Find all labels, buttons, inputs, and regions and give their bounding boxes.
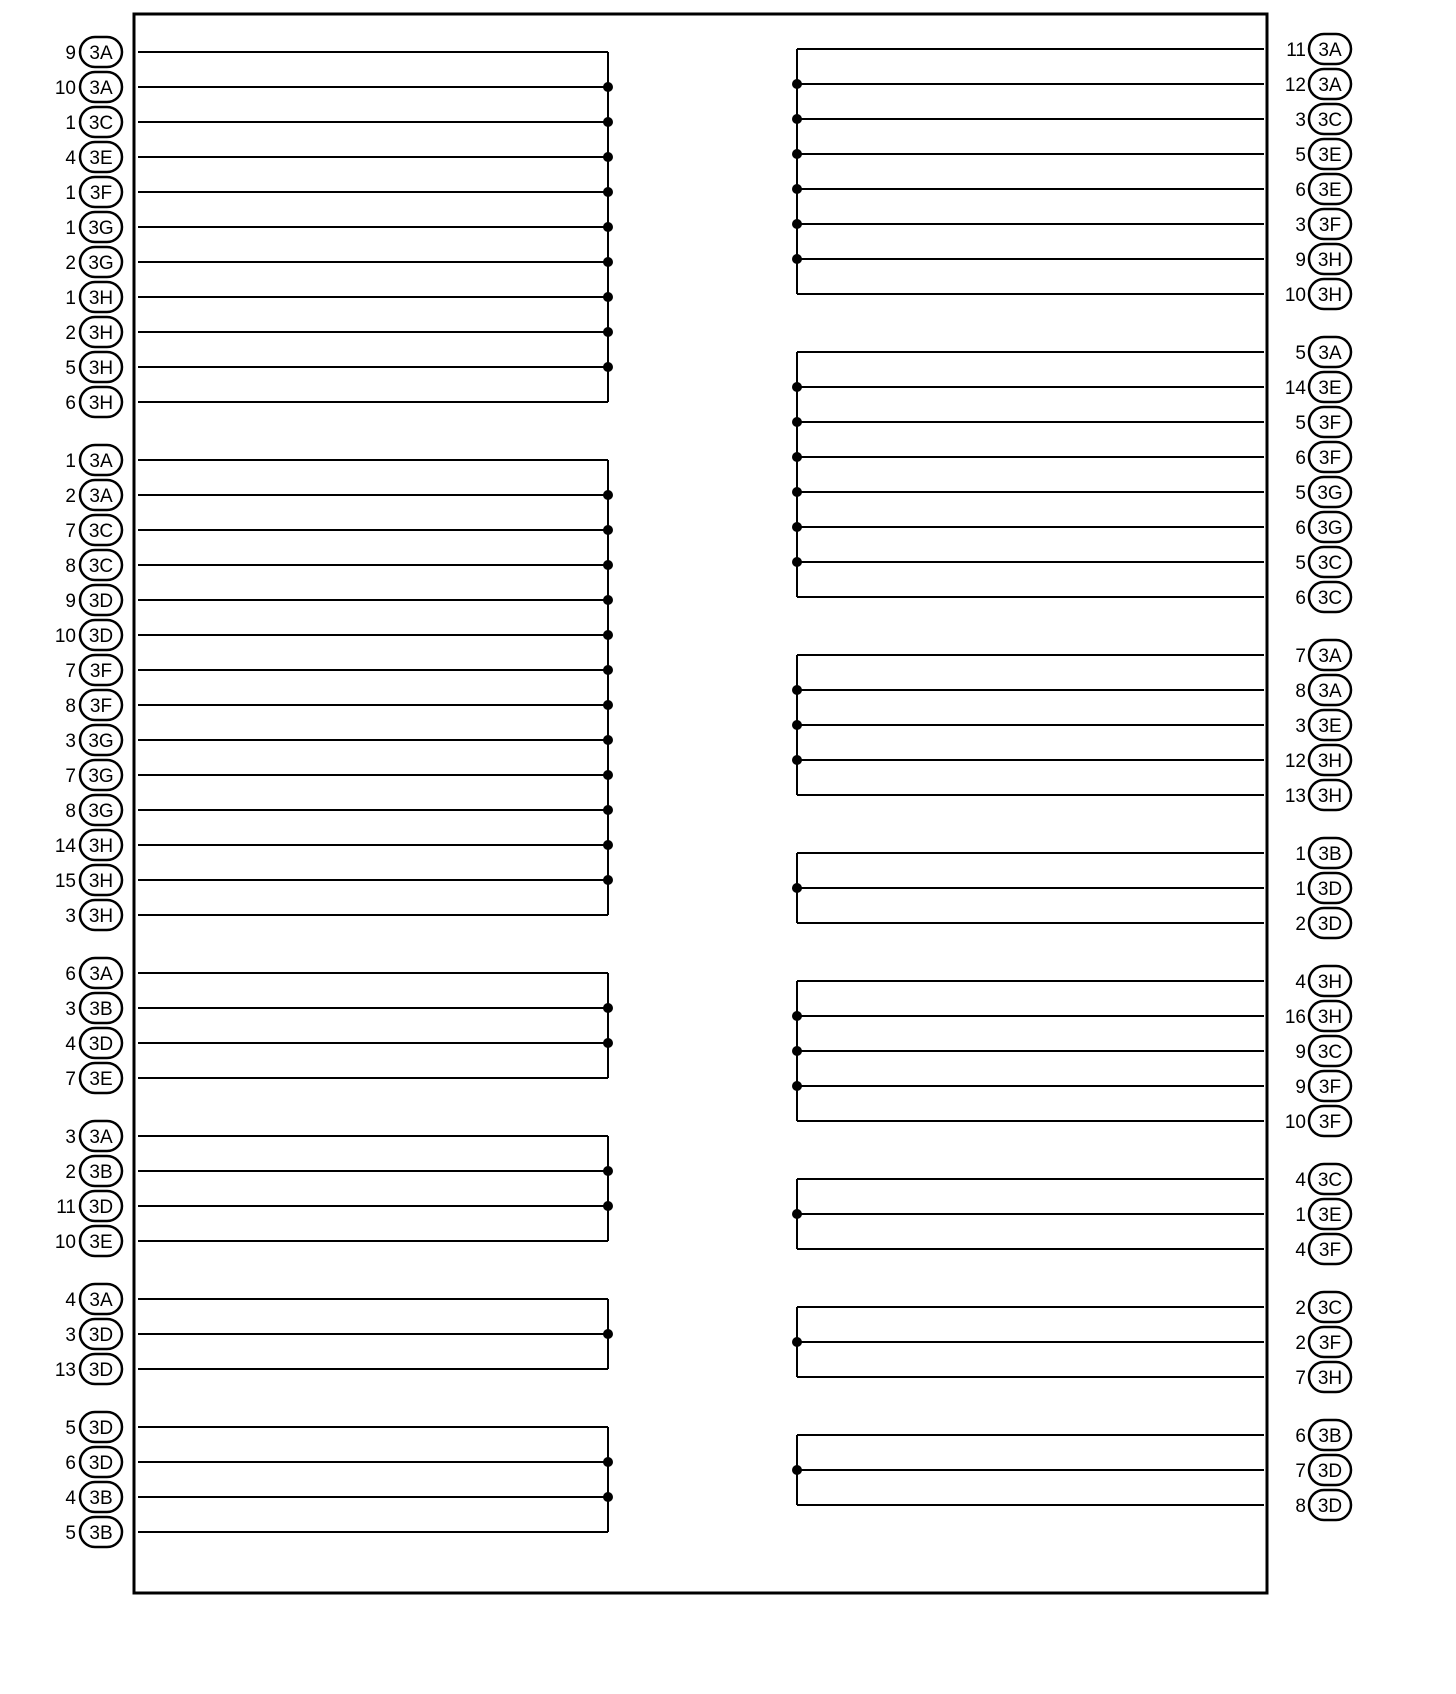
- right-group-3-row-2-connector-badge: [1309, 675, 1351, 705]
- left-group-5-row-3-pin-number: 13: [54, 1360, 76, 1381]
- right-group-5-row-5-pin-number: 10: [1284, 1112, 1306, 1133]
- left-group-2-row-8-pin-number: 8: [65, 696, 76, 717]
- right-group-2-row-3-connector-badge: [1309, 407, 1351, 437]
- right-group-1-row-7-connector-badge: [1309, 244, 1351, 274]
- left-group-1-junction-7: [603, 292, 613, 302]
- left-group-2-row-3-connector-label: 3C: [88, 521, 114, 542]
- right-group-4-row-1-connector-badge: [1309, 838, 1351, 868]
- right-group-7-row-1-connector-badge: [1309, 1292, 1351, 1322]
- right-group-1-junction-4: [792, 184, 802, 194]
- left-group-4-junction-1: [603, 1166, 613, 1176]
- left-group-2-row-1-pin-number: 1: [65, 451, 76, 472]
- left-group-1-row-10-connector-label: 3H: [88, 358, 114, 379]
- right-group-5-row-5-connector-label: 3F: [1318, 1112, 1342, 1133]
- left-group-1-row-9-connector-badge: [80, 317, 122, 347]
- right-group-7-junction-1: [792, 1337, 802, 1347]
- left-group-2-row-12-connector-badge: [80, 830, 122, 860]
- left-group-3-row-3-connector-label: 3D: [88, 1034, 114, 1055]
- left-group-1-junction-3: [603, 152, 613, 162]
- left-group-1-row-6-connector-label: 3G: [88, 218, 114, 239]
- left-group-2-row-4-connector-label: 3C: [88, 556, 114, 577]
- right-group-2-row-5-connector-badge: [1309, 477, 1351, 507]
- right-group-4-row-2-connector-badge: [1309, 873, 1351, 903]
- left-group-2-row-10-connector-label: 3G: [88, 766, 114, 787]
- right-group-3-row-1-pin-number: 7: [1295, 646, 1306, 667]
- left-group-1-row-7-connector-badge: [80, 247, 122, 277]
- left-group-2: [55, 445, 613, 930]
- right-group-1-row-7-connector-label: 3H: [1317, 250, 1343, 271]
- right-group-1-row-1-pin-number: 11: [1286, 40, 1306, 61]
- left-group-2-junction-6: [603, 665, 613, 675]
- left-group-2-row-1-connector-badge: [80, 445, 122, 475]
- left-group-5-row-2-pin-number: 3: [65, 1325, 76, 1346]
- left-group-2-junction-3: [603, 560, 613, 570]
- right-group-1-junction-5: [792, 219, 802, 229]
- right-group-2-row-7-connector-label: 3C: [1317, 553, 1343, 574]
- right-group-5-row-2-pin-number: 16: [1284, 1007, 1306, 1028]
- right-group-3-row-3-connector-label: 3E: [1318, 716, 1342, 737]
- right-group-7-row-3-connector-badge: [1309, 1362, 1351, 1392]
- left-group-1-row-2-connector-badge: [80, 72, 122, 102]
- left-group-2-row-13-connector-label: 3H: [88, 871, 114, 892]
- right-group-7-row-2-connector-badge: [1309, 1327, 1351, 1357]
- right-group-7-row-2-connector-label: 3F: [1318, 1333, 1342, 1354]
- right-group-1-junction-2: [792, 114, 802, 124]
- left-group-6: [65, 1412, 613, 1547]
- right-group-6-row-3-connector-label: 3F: [1318, 1240, 1342, 1261]
- right-group-2-row-8-connector-badge: [1309, 582, 1351, 612]
- left-group-1-row-1-pin-number: 9: [65, 43, 76, 64]
- left-group-6-row-3-connector-badge: [80, 1482, 122, 1512]
- left-group-2-row-14-pin-number: 3: [65, 906, 76, 927]
- right-group-8-row-2-connector-label: 3D: [1317, 1461, 1343, 1482]
- right-group-1-row-1-connector-label: 3A: [1318, 40, 1342, 61]
- right-group-5-row-3-connector-label: 3C: [1317, 1042, 1343, 1063]
- left-group-4-row-2-connector-badge: [80, 1156, 122, 1186]
- left-group-2-row-6-connector-label: 3D: [88, 626, 114, 647]
- left-group-1-junction-1: [603, 82, 613, 92]
- right-group-6-junction-1: [792, 1209, 802, 1219]
- left-group-1-row-1-connector-badge: [80, 37, 122, 67]
- right-group-2-row-8-pin-number: 6: [1295, 588, 1306, 609]
- left-group-2-row-10-pin-number: 7: [65, 766, 76, 787]
- left-group-2-row-11-pin-number: 8: [65, 801, 76, 822]
- right-group-1-row-5-connector-label: 3E: [1318, 180, 1342, 201]
- right-group-8-row-3-connector-label: 3D: [1317, 1496, 1343, 1517]
- left-group-6-row-2-connector-label: 3D: [88, 1453, 114, 1474]
- left-group-1-row-5-pin-number: 1: [65, 183, 76, 204]
- right-group-5-row-2-connector-badge: [1309, 1001, 1351, 1031]
- left-group-4-row-4-connector-label: 3E: [89, 1232, 113, 1253]
- right-group-3-row-2-pin-number: 8: [1295, 681, 1306, 702]
- right-group-5-row-3-pin-number: 9: [1295, 1042, 1306, 1063]
- left-group-2-row-7-connector-badge: [80, 655, 122, 685]
- right-group-1-row-6-connector-badge: [1309, 209, 1351, 239]
- right-group-2-junction-1: [792, 382, 802, 392]
- right-group-5-row-4-pin-number: 9: [1295, 1077, 1306, 1098]
- right-group-4-row-3-connector-label: 3D: [1317, 914, 1343, 935]
- left-group-5-row-2-connector-badge: [80, 1319, 122, 1349]
- right-group-4-row-3-connector-badge: [1309, 908, 1351, 938]
- left-group-6-row-1-pin-number: 5: [65, 1418, 76, 1439]
- right-group-2-row-7-connector-badge: [1309, 547, 1351, 577]
- left-group-1-row-4-connector-label: 3E: [89, 148, 113, 169]
- right-group-1-row-6-connector-label: 3F: [1318, 215, 1342, 236]
- right-group-5-junction-1: [792, 1011, 802, 1021]
- left-group-2-row-13-connector-badge: [80, 865, 122, 895]
- left-group-2-junction-5: [603, 630, 613, 640]
- left-group-3-row-1-connector-label: 3A: [89, 964, 113, 985]
- right-group-2-row-2-pin-number: 14: [1284, 378, 1306, 399]
- right-group-8-row-2-pin-number: 7: [1295, 1461, 1306, 1482]
- right-group-1-row-1-connector-badge: [1309, 34, 1351, 64]
- left-group-1-row-7-pin-number: 2: [65, 253, 76, 274]
- right-group-2-junction-2: [792, 417, 802, 427]
- left-group-4-row-3-connector-label: 3D: [88, 1197, 114, 1218]
- left-group-2-junction-8: [603, 735, 613, 745]
- right-group-6-row-1-connector-label: 3C: [1317, 1170, 1343, 1191]
- right-group-1-row-2-connector-label: 3A: [1318, 75, 1342, 96]
- right-group-1-junction-6: [792, 254, 802, 264]
- left-group-6-row-4-pin-number: 5: [65, 1523, 76, 1544]
- right-group-5-row-3-connector-badge: [1309, 1036, 1351, 1066]
- left-group-1-junction-2: [603, 117, 613, 127]
- left-group-5-row-1-pin-number: 4: [65, 1290, 76, 1311]
- left-group-2-junction-9: [603, 770, 613, 780]
- left-group-3-row-1-pin-number: 6: [65, 964, 76, 985]
- left-group-3-row-3-connector-badge: [80, 1028, 122, 1058]
- left-group-1-row-3-connector-label: 3C: [88, 113, 114, 134]
- left-group-6-row-4-connector-badge: [80, 1517, 122, 1547]
- left-group-6-junction-1: [603, 1457, 613, 1467]
- left-group-1-row-5-connector-badge: [80, 177, 122, 207]
- right-group-1-row-3-connector-label: 3C: [1317, 110, 1343, 131]
- left-group-6-row-2-connector-badge: [80, 1447, 122, 1477]
- left-group-2-row-5-connector-badge: [80, 585, 122, 615]
- left-group-1-row-11-connector-label: 3H: [88, 393, 114, 414]
- left-group-1-row-1-connector-label: 3A: [89, 43, 113, 64]
- left-group-2-row-3-connector-badge: [80, 515, 122, 545]
- left-group-2-row-11-connector-label: 3G: [88, 801, 114, 822]
- right-group-2-row-6-connector-badge: [1309, 512, 1351, 542]
- right-group-5-junction-3: [792, 1081, 802, 1091]
- left-group-3-row-3-pin-number: 4: [65, 1034, 76, 1055]
- left-group-1-row-5-connector-label: 3F: [89, 183, 113, 204]
- right-group-3-row-4-connector-badge: [1309, 745, 1351, 775]
- left-group-4-row-2-connector-label: 3B: [89, 1162, 113, 1183]
- right-group-8-row-3-pin-number: 8: [1295, 1496, 1306, 1517]
- right-group-4-row-2-connector-label: 3D: [1317, 879, 1343, 900]
- right-group-2-junction-5: [792, 522, 802, 532]
- left-group-6-row-3-pin-number: 4: [65, 1488, 76, 1509]
- left-group-4-row-1-connector-label: 3A: [89, 1127, 113, 1148]
- left-group-4-row-1-connector-badge: [80, 1121, 122, 1151]
- left-group-1-junction-9: [603, 362, 613, 372]
- right-group-8-row-1-connector-badge: [1309, 1420, 1351, 1450]
- left-group-1-row-4-connector-badge: [80, 142, 122, 172]
- right-group-1-row-5-pin-number: 6: [1295, 180, 1306, 201]
- right-group-8-row-1-pin-number: 6: [1295, 1426, 1306, 1447]
- left-group-4-junction-2: [603, 1201, 613, 1211]
- left-group-3-row-1-connector-badge: [80, 958, 122, 988]
- left-group-2-row-2-connector-label: 3A: [89, 486, 113, 507]
- left-group-4-row-4-connector-badge: [80, 1226, 122, 1256]
- left-group-5-row-3-connector-badge: [80, 1354, 122, 1384]
- left-group-1-row-6-pin-number: 1: [65, 218, 76, 239]
- left-group-5-row-3-connector-label: 3D: [88, 1360, 114, 1381]
- right-group-1-row-3-pin-number: 3: [1295, 110, 1306, 131]
- right-group-3-row-4-connector-label: 3H: [1317, 751, 1343, 772]
- right-group-5-row-5-connector-badge: [1309, 1106, 1351, 1136]
- right-group-8-junction-1: [792, 1465, 802, 1475]
- right-group-1-row-4-connector-label: 3E: [1318, 145, 1342, 166]
- right-group-1-row-5-connector-badge: [1309, 174, 1351, 204]
- left-group-2-row-9-connector-label: 3G: [88, 731, 114, 752]
- left-group-3-junction-1: [603, 1003, 613, 1013]
- right-group-1-row-8-connector-label: 3H: [1317, 285, 1343, 306]
- right-group-3-row-3-connector-badge: [1309, 710, 1351, 740]
- right-group-2-row-1-connector-label: 3A: [1318, 343, 1342, 364]
- left-group-6-row-3-connector-label: 3B: [89, 1488, 113, 1509]
- right-group-2-row-8-connector-label: 3C: [1317, 588, 1343, 609]
- left-group-6-row-1-connector-badge: [80, 1412, 122, 1442]
- right-group-6-row-3-connector-badge: [1309, 1234, 1351, 1264]
- right-group-2-row-1-pin-number: 5: [1295, 343, 1306, 364]
- left-group-2-junction-10: [603, 805, 613, 815]
- left-group-1-row-8-pin-number: 1: [65, 288, 76, 309]
- left-group-1-junction-4: [603, 187, 613, 197]
- left-group-1-junction-6: [603, 257, 613, 267]
- left-group-2-row-6-pin-number: 10: [54, 626, 76, 647]
- left-group-1-row-8-connector-label: 3H: [88, 288, 114, 309]
- right-group-6-row-3-pin-number: 4: [1295, 1240, 1306, 1261]
- left-group-1-junction-5: [603, 222, 613, 232]
- left-group-4-row-1-pin-number: 3: [65, 1127, 76, 1148]
- right-group-4-row-1-connector-label: 3B: [1318, 844, 1342, 865]
- right-group-7-row-3-pin-number: 7: [1295, 1368, 1306, 1389]
- right-group-8-row-1-connector-label: 3B: [1318, 1426, 1342, 1447]
- right-group-5-junction-2: [792, 1046, 802, 1056]
- right-group-2-row-2-connector-badge: [1309, 372, 1351, 402]
- right-group-2-row-7-pin-number: 5: [1295, 553, 1306, 574]
- right-group-3-row-4-pin-number: 12: [1284, 751, 1306, 772]
- left-group-1-row-11-pin-number: 6: [65, 393, 76, 414]
- right-group-8-row-3-connector-badge: [1309, 1490, 1351, 1520]
- left-group-5-row-1-connector-label: 3A: [89, 1290, 113, 1311]
- right-group-5-row-4-connector-label: 3F: [1318, 1077, 1342, 1098]
- left-group-6-junction-2: [603, 1492, 613, 1502]
- right-group-3-row-5-pin-number: 13: [1284, 786, 1306, 807]
- left-group-4: [55, 1121, 613, 1256]
- left-group-2-row-9-pin-number: 3: [65, 731, 76, 752]
- left-group-2-row-14-connector-badge: [80, 900, 122, 930]
- right-group-2-row-1-connector-badge: [1309, 337, 1351, 367]
- left-group-2-row-7-connector-label: 3F: [89, 661, 113, 682]
- left-group-5-row-2-connector-label: 3D: [88, 1325, 114, 1346]
- right-group-2-junction-6: [792, 557, 802, 567]
- right-group-1-row-2-pin-number: 12: [1284, 75, 1306, 96]
- left-group-2-row-11-connector-badge: [80, 795, 122, 825]
- right-group-6-row-2-connector-label: 3E: [1318, 1205, 1342, 1226]
- left-group-2-row-10-connector-badge: [80, 760, 122, 790]
- left-group-3-row-4-connector-badge: [80, 1063, 122, 1093]
- left-group-2-row-2-connector-badge: [80, 480, 122, 510]
- left-group-1-row-11-connector-badge: [80, 387, 122, 417]
- left-group-1-row-8-connector-badge: [80, 282, 122, 312]
- left-group-2-junction-1: [603, 490, 613, 500]
- left-group-1-row-9-connector-label: 3H: [88, 323, 114, 344]
- right-group-3-row-2-connector-label: 3A: [1318, 681, 1342, 702]
- right-group-2-row-4-pin-number: 6: [1295, 448, 1306, 469]
- left-group-1-row-7-connector-label: 3G: [88, 253, 114, 274]
- left-group-5: [55, 1284, 613, 1384]
- left-group-1-row-4-pin-number: 4: [65, 148, 76, 169]
- left-group-1-row-6-connector-badge: [80, 212, 122, 242]
- right-group-3-row-3-pin-number: 3: [1295, 716, 1306, 737]
- left-group-3-row-2-connector-label: 3B: [89, 999, 113, 1020]
- right-group-5-row-1-pin-number: 4: [1295, 972, 1306, 993]
- left-group-2-row-6-connector-badge: [80, 620, 122, 650]
- left-group-2-junction-11: [603, 840, 613, 850]
- right-group-3-junction-2: [792, 720, 802, 730]
- right-group-2-row-6-connector-label: 3G: [1317, 518, 1343, 539]
- right-group-6-row-2-pin-number: 1: [1295, 1205, 1306, 1226]
- right-group-3-row-1-connector-label: 3A: [1318, 646, 1342, 667]
- right-group-6-row-1-connector-badge: [1309, 1164, 1351, 1194]
- right-group-1-row-4-connector-badge: [1309, 139, 1351, 169]
- left-group-2-row-13-pin-number: 15: [54, 871, 76, 892]
- right-group-4-junction-1: [792, 883, 802, 893]
- left-group-4-row-4-pin-number: 10: [54, 1232, 76, 1253]
- right-group-2-row-5-pin-number: 5: [1295, 483, 1306, 504]
- left-group-2-row-5-connector-label: 3D: [88, 591, 114, 612]
- left-group-1-row-2-connector-label: 3A: [89, 78, 113, 99]
- right-group-2-row-3-connector-label: 3F: [1318, 413, 1342, 434]
- right-group-3-row-5-connector-badge: [1309, 780, 1351, 810]
- left-group-1-junction-8: [603, 327, 613, 337]
- right-group-4-row-1-pin-number: 1: [1295, 844, 1306, 865]
- right-group-2-junction-3: [792, 452, 802, 462]
- left-group-2-row-8-connector-badge: [80, 690, 122, 720]
- left-group-6-row-1-connector-label: 3D: [88, 1418, 114, 1439]
- left-group-1-row-3-pin-number: 1: [65, 113, 76, 134]
- right-group-7-row-2-pin-number: 2: [1295, 1333, 1306, 1354]
- left-group-2-row-5-pin-number: 9: [65, 591, 76, 612]
- diagram-border: [134, 14, 1267, 1593]
- right-group-6-row-1-pin-number: 4: [1295, 1170, 1306, 1191]
- left-group-2-row-9-connector-badge: [80, 725, 122, 755]
- left-group-4-row-3-pin-number: 11: [56, 1197, 76, 1218]
- left-group-1-row-10-pin-number: 5: [65, 358, 76, 379]
- left-group-3-junction-2: [603, 1038, 613, 1048]
- right-group-2-junction-4: [792, 487, 802, 497]
- left-group-2-row-3-pin-number: 7: [65, 521, 76, 542]
- right-group-2-row-2-connector-label: 3E: [1318, 378, 1342, 399]
- left-group-1-row-2-pin-number: 10: [54, 78, 76, 99]
- right-group-1-row-8-connector-badge: [1309, 279, 1351, 309]
- left-group-3-row-4-pin-number: 7: [65, 1069, 76, 1090]
- left-group-3-row-2-connector-badge: [80, 993, 122, 1023]
- right-group-2-row-4-connector-label: 3F: [1318, 448, 1342, 469]
- left-group-3-row-2-pin-number: 3: [65, 999, 76, 1020]
- left-group-5-junction-1: [603, 1329, 613, 1339]
- right-group-1-row-8-pin-number: 10: [1284, 285, 1306, 306]
- left-group-2-row-7-pin-number: 7: [65, 661, 76, 682]
- left-group-4-row-2-pin-number: 2: [65, 1162, 76, 1183]
- right-group-3-junction-1: [792, 685, 802, 695]
- right-group-3-junction-3: [792, 755, 802, 765]
- right-group-1-row-4-pin-number: 5: [1295, 145, 1306, 166]
- left-group-1-row-3-connector-badge: [80, 107, 122, 137]
- left-group-2-junction-4: [603, 595, 613, 605]
- right-group-7-row-1-pin-number: 2: [1295, 1298, 1306, 1319]
- right-group-5-row-1-connector-badge: [1309, 966, 1351, 996]
- left-group-6-row-4-connector-label: 3B: [89, 1523, 113, 1544]
- right-group-5-row-2-connector-label: 3H: [1317, 1007, 1343, 1028]
- left-group-2-row-8-connector-label: 3F: [89, 696, 113, 717]
- right-group-8-row-2-connector-badge: [1309, 1455, 1351, 1485]
- left-group-2-junction-2: [603, 525, 613, 535]
- right-group-1-row-7-pin-number: 9: [1295, 250, 1306, 271]
- right-group-7-row-1-connector-label: 3C: [1317, 1298, 1343, 1319]
- left-group-5-row-1-connector-badge: [80, 1284, 122, 1314]
- left-group-1: [55, 37, 613, 417]
- right-group-1-junction-1: [792, 79, 802, 89]
- left-group-1-row-9-pin-number: 2: [65, 323, 76, 344]
- right-group-4-row-2-pin-number: 1: [1295, 879, 1306, 900]
- left-group-2-row-2-pin-number: 2: [65, 486, 76, 507]
- right-group-1-row-6-pin-number: 3: [1295, 215, 1306, 236]
- right-group-1-junction-3: [792, 149, 802, 159]
- right-group-2-row-4-connector-badge: [1309, 442, 1351, 472]
- right-group-6-row-2-connector-badge: [1309, 1199, 1351, 1229]
- right-group-2-row-6-pin-number: 6: [1295, 518, 1306, 539]
- left-group-2-junction-7: [603, 700, 613, 710]
- right-group-5-row-4-connector-badge: [1309, 1071, 1351, 1101]
- left-group-1-row-10-connector-badge: [80, 352, 122, 382]
- right-group-2-row-5-connector-label: 3G: [1317, 483, 1343, 504]
- left-group-6-row-2-pin-number: 6: [65, 1453, 76, 1474]
- left-group-2-row-1-connector-label: 3A: [89, 451, 113, 472]
- left-group-2-row-4-pin-number: 8: [65, 556, 76, 577]
- left-group-2-row-12-pin-number: 14: [54, 836, 76, 857]
- left-group-2-junction-12: [603, 875, 613, 885]
- right-group-1-row-3-connector-badge: [1309, 104, 1351, 134]
- right-group-3-row-5-connector-label: 3H: [1317, 786, 1343, 807]
- left-group-4-row-3-connector-badge: [80, 1191, 122, 1221]
- left-group-2-row-14-connector-label: 3H: [88, 906, 114, 927]
- left-group-2-row-4-connector-badge: [80, 550, 122, 580]
- left-group-3: [65, 958, 613, 1093]
- right-group-7-row-3-connector-label: 3H: [1317, 1368, 1343, 1389]
- right-group-2-row-3-pin-number: 5: [1295, 413, 1306, 434]
- right-group-1-row-2-connector-badge: [1309, 69, 1351, 99]
- left-group-2-row-12-connector-label: 3H: [88, 836, 114, 857]
- right-group-4-row-3-pin-number: 2: [1295, 914, 1306, 935]
- left-connector-groups: [55, 37, 613, 1547]
- right-group-5-row-1-connector-label: 3H: [1317, 972, 1343, 993]
- left-group-3-row-4-connector-label: 3E: [89, 1069, 113, 1090]
- right-group-3-row-1-connector-badge: [1309, 640, 1351, 670]
